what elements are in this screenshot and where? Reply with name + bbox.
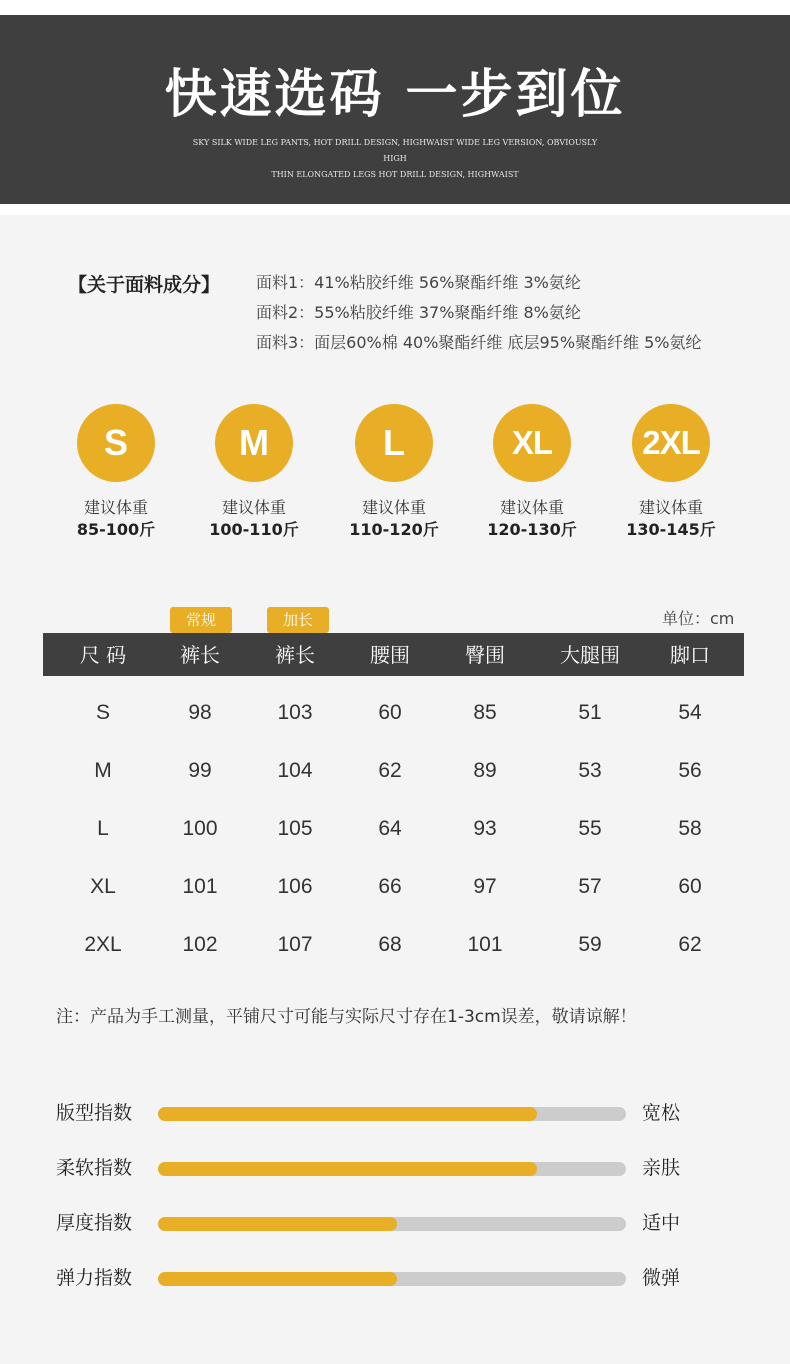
measurement-cell: 103	[277, 701, 313, 724]
header-subtitle	[190, 135, 600, 183]
measurement-cell: 58	[678, 817, 702, 840]
size-cell: 2XL	[84, 933, 122, 956]
weight-range: 120-130斤	[487, 520, 577, 539]
measurement-cell: 62	[678, 933, 702, 956]
measurement-cell: 104	[277, 759, 313, 782]
measurement-cell: 62	[378, 759, 402, 782]
tag-long: 加长	[267, 607, 329, 633]
column-header: 裤长	[275, 643, 315, 667]
measurement-cell: 85	[473, 701, 497, 724]
size-badge: S	[77, 404, 155, 482]
weight-label: 建议体重	[221, 498, 286, 517]
measurement-cell: 60	[378, 701, 402, 724]
measurement-cell: 54	[678, 701, 702, 724]
size-card-s	[51, 404, 181, 541]
column-header: 腰围	[370, 643, 410, 667]
measurement-cell: 97	[473, 875, 497, 898]
index-bar-fill	[158, 1162, 537, 1176]
index-value: 宽松	[642, 1102, 681, 1124]
measurement-cell: 99	[188, 759, 212, 782]
measurement-cell: 57	[578, 875, 602, 898]
measurement-cell: 56	[678, 759, 702, 782]
size-cell: XL	[90, 875, 116, 898]
size-cell: S	[95, 701, 111, 724]
size-badge: M	[215, 404, 293, 482]
unit-label: 单位：cm	[662, 609, 735, 628]
header-banner	[0, 15, 790, 204]
measurement-cell: 53	[578, 759, 602, 782]
index-label: 厚度指数	[56, 1212, 133, 1234]
index-value: 亲肤	[642, 1157, 681, 1179]
measurement-cell: 59	[578, 933, 602, 956]
index-value: 微弹	[642, 1267, 681, 1289]
header-subtitle-line: THIN ELONGATED LEGS HOT DRILL DESIGN, HIGHWAIST	[271, 170, 519, 179]
index-bar-fill	[158, 1107, 537, 1121]
measurement-cell: 106	[277, 875, 313, 898]
index-bar	[158, 1107, 626, 1121]
weight-label: 建议体重	[361, 498, 426, 517]
measurement-cell: 68	[378, 933, 402, 956]
tag-regular: 常规	[170, 607, 232, 633]
column-header: 臀围	[465, 643, 505, 667]
measurement-cell: 100	[182, 817, 218, 840]
weight-label: 建议体重	[83, 498, 148, 517]
index-bar	[158, 1162, 626, 1176]
index-label: 柔软指数	[56, 1157, 133, 1179]
weight-range: 100-110斤	[209, 520, 299, 539]
fabric-line: 面料1：41%粘胶纤维 56%聚酯纤维 3%氨纶	[256, 273, 581, 292]
measurement-cell: 101	[467, 933, 503, 956]
header-subtitle-line: SKY SILK WIDE LEG PANTS, HOT DRILL DESIGN, HIGHWAIST WIDE LEG VERSION, OBVIOUSLY HIGH	[192, 138, 598, 163]
size-card-2xl	[606, 404, 736, 541]
weight-label: 建议体重	[499, 498, 564, 517]
fabric-title: 【关于面料成分】	[68, 274, 221, 296]
index-value: 适中	[642, 1212, 681, 1234]
measurement-cell: 107	[277, 933, 313, 956]
index-label: 弹力指数	[56, 1267, 133, 1289]
size-cell: M	[94, 759, 112, 782]
page-title: 快速选码 一步到位	[164, 65, 626, 125]
measurement-cell: 102	[182, 933, 218, 956]
index-bar	[158, 1217, 626, 1231]
column-header: 裤长	[180, 643, 220, 667]
measurement-cell: 101	[182, 875, 218, 898]
size-badge: XL	[493, 404, 571, 482]
index-bar-fill	[158, 1272, 397, 1286]
index-label: 版型指数	[56, 1102, 133, 1124]
column-header: 尺 码	[79, 643, 127, 667]
measurement-cell: 98	[188, 701, 212, 724]
size-card-xl	[467, 404, 597, 541]
size-table-header	[43, 633, 744, 676]
measurement-cell: 66	[378, 875, 402, 898]
size-cell: L	[97, 817, 109, 840]
fabric-line: 面料2：55%粘胶纤维 37%聚酯纤维 8%氨纶	[256, 303, 581, 322]
measurement-cell: 105	[277, 817, 313, 840]
measurement-cell: 60	[678, 875, 702, 898]
fabric-line: 面料3：面层60%棉 40%聚酯纤维 底层95%聚酯纤维 5%氨纶	[256, 333, 702, 352]
size-card-m	[189, 404, 319, 541]
weight-label: 建议体重	[638, 498, 703, 517]
weight-range: 85-100斤	[76, 520, 156, 539]
content-panel	[0, 215, 790, 1364]
index-bar	[158, 1272, 626, 1286]
measurement-cell: 89	[473, 759, 497, 782]
size-card-l	[329, 404, 459, 541]
column-header: 脚口	[670, 643, 710, 667]
weight-range: 110-120斤	[349, 520, 439, 539]
measurement-cell: 55	[578, 817, 602, 840]
size-badge: L	[355, 404, 433, 482]
measurement-cell: 93	[473, 817, 497, 840]
measurement-cell: 64	[378, 817, 402, 840]
measurement-note: 注：产品为手工测量，平铺尺寸可能与实际尺寸存在1-3cm误差，敬请谅解！	[56, 1007, 637, 1027]
index-bar-fill	[158, 1217, 397, 1231]
measurement-cell: 51	[578, 701, 602, 724]
weight-range: 130-145斤	[626, 520, 716, 539]
column-header: 大腿围	[560, 643, 620, 667]
size-badge: 2XL	[632, 404, 710, 482]
